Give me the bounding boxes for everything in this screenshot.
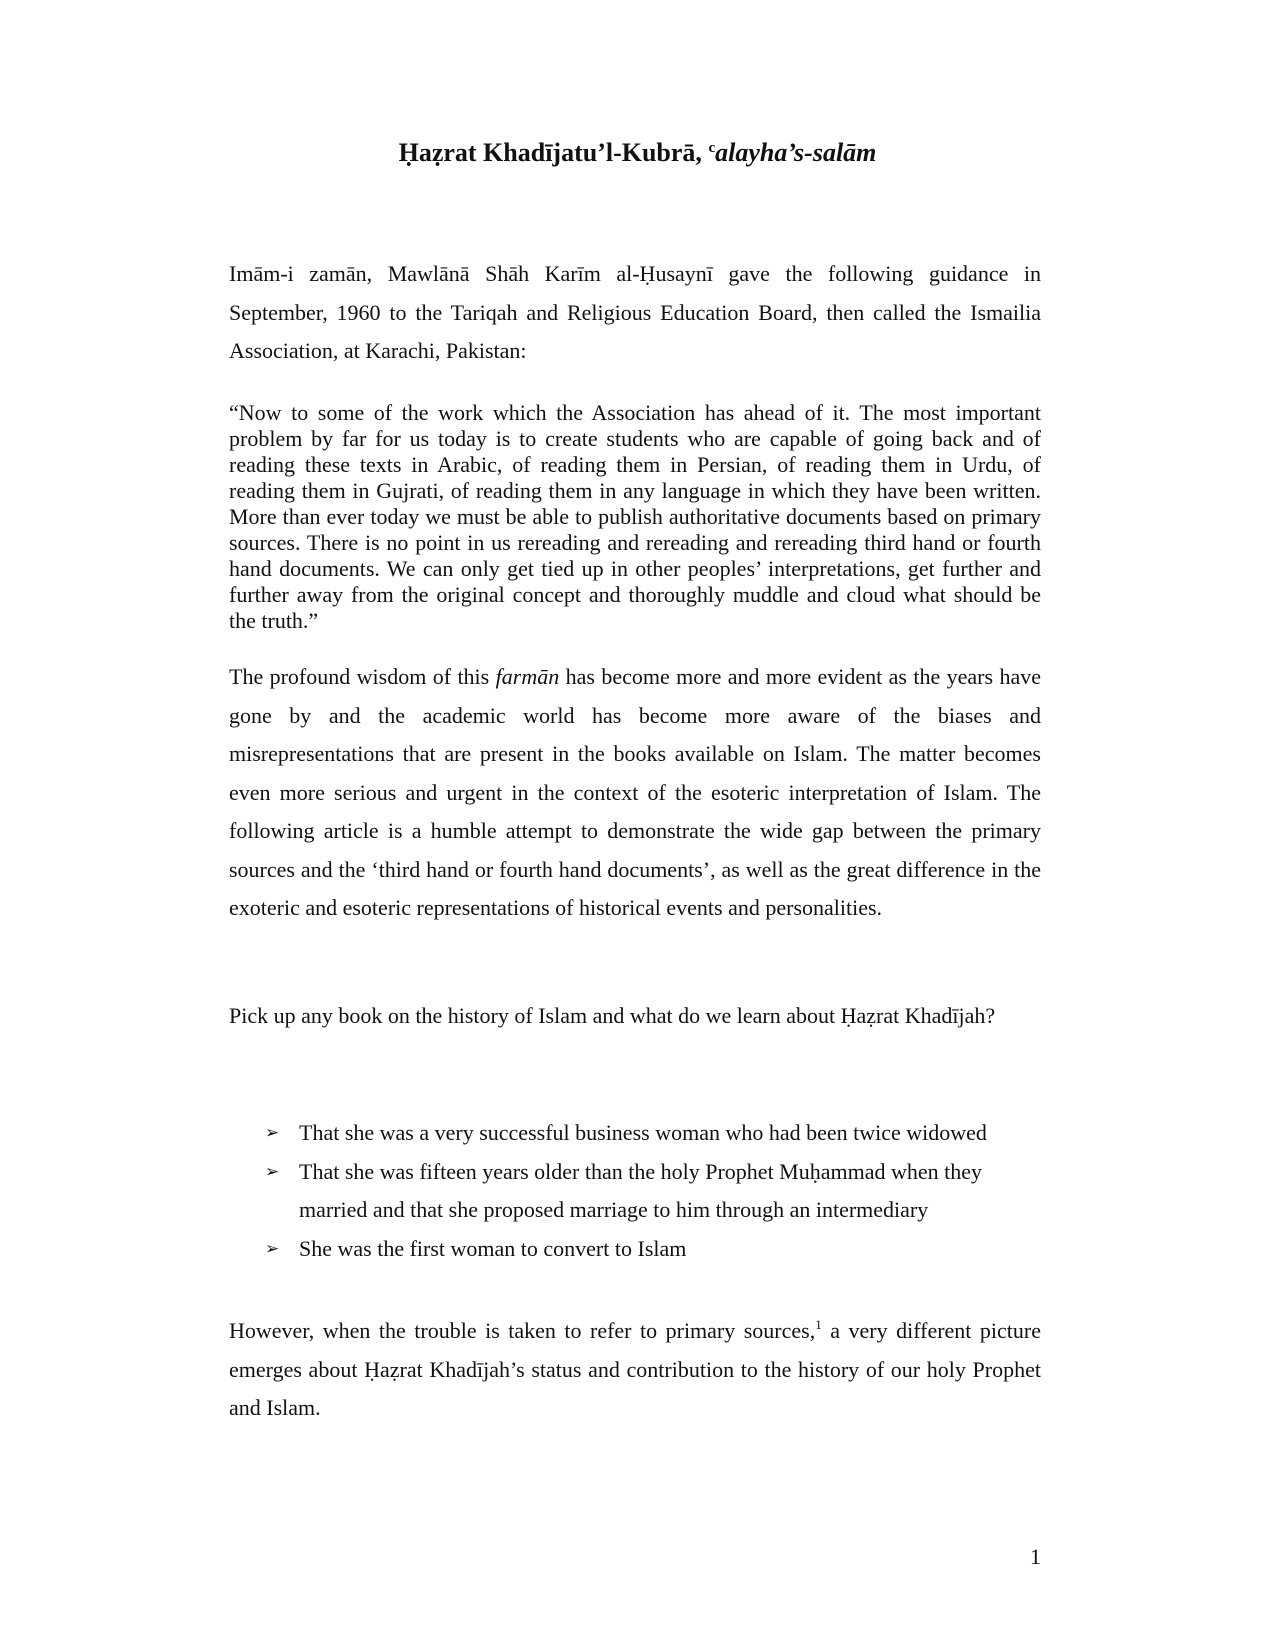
- arrow-bullet-icon: ➢: [265, 1161, 280, 1182]
- however-paragraph: [229, 1312, 1041, 1428]
- list-item: [229, 1114, 1041, 1153]
- arrow-bullet-icon: ➢: [265, 1238, 280, 1259]
- title-main: Ḥaẓrat Khadījatu’l-Kubrā,: [398, 138, 709, 167]
- common-claims-list: [229, 1114, 1041, 1268]
- title-ayn-mark: c: [708, 140, 716, 156]
- page-number: 1: [1030, 1544, 1041, 1569]
- however-text-before: However, when the trouble is taken to refer to primary sources,: [229, 1318, 816, 1343]
- wisdom-text-before: The profound wisdom of this: [229, 664, 496, 689]
- wisdom-text-after: has become more and more evident as the years have gone by and the academic world has become more aware of the biases and misrepresentations that are present in the books available on Islam. The matter becomes even more serious and urgent in the context of the esoteric interpretation of Islam. The following article is a humble attempt to demonstrate the wide gap between the primary sources and the ‘third hand or fourth hand documents’, as well as the great difference in the exoteric and esoteric representations of historical events and personalities.: [229, 664, 1041, 920]
- however-text-after: a very different picture emerges about Ḥaẓrat Khadījah’s status and contribution to the history of our holy Prophet and Islam.: [229, 1318, 1041, 1420]
- question-paragraph: Pick up any book on the history of Islam and what do we learn about Ḥaẓrat Khadījah?: [229, 1003, 996, 1028]
- list-item-text: That she was a very successful business woman who had been twice widowed: [299, 1120, 987, 1145]
- footnote-reference[interactable]: 1: [815, 1317, 822, 1332]
- list-item-text: She was the first woman to convert to Islam: [299, 1235, 687, 1261]
- page-title: [0, 136, 1275, 170]
- farman-quote: “Now to some of the work which the Association has ahead of it. The most important problem by far for us today is to create students who are capable of going back and of reading these texts in Arabic, of reading them in Persian, of reading them in Urdu, of reading them in Gujrati, of reading them in any language in which they have been written. More than ever today we must be able to publish authoritative documents based on primary sources. There is no point in us rereading and rereading and rereading third hand or fourth hand documents. We can only get tied up in other peoples’ interpretations, get further and further away from the original concept and thoroughly muddle and cloud what should be the truth.”: [229, 400, 1041, 633]
- list-item: [229, 1230, 1041, 1269]
- wisdom-paragraph: [229, 658, 1041, 928]
- intro-paragraph: Imām-i zamān, Mawlānā Shāh Karīm al-Ḥusaynī gave the following guidance in September, 1960 to the Tariqah and Religious Education Board, then called the Ismailia Association, at Karachi, Pakistan:: [229, 261, 1041, 363]
- list-item: [229, 1153, 1041, 1230]
- title-honorific: alayha’s-salām: [715, 138, 877, 167]
- farman-term: farmān: [495, 664, 560, 689]
- arrow-bullet-icon: ➢: [265, 1123, 280, 1143]
- list-item-text: That she was fifteen years older than the holy Prophet Muḥammad when they married and that she proposed marriage to him through an intermediary: [299, 1158, 983, 1222]
